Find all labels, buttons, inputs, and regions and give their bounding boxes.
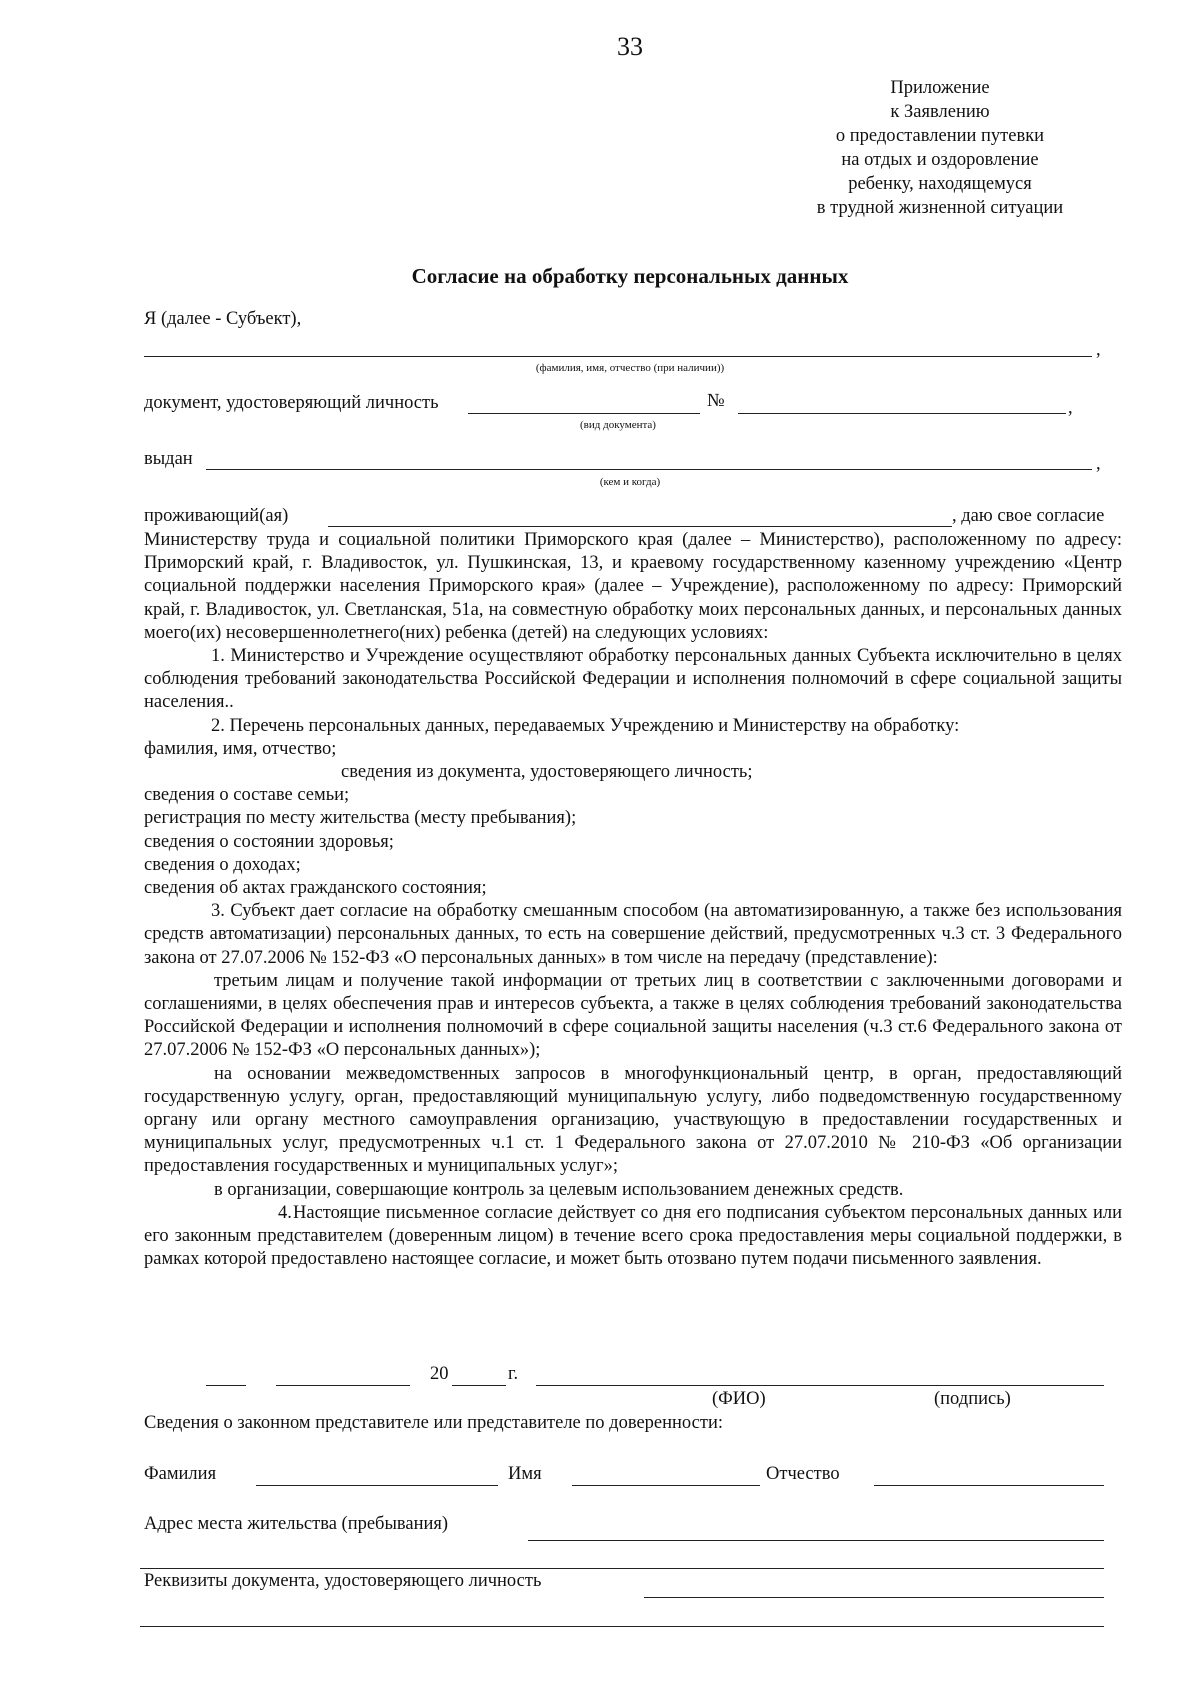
paragraph-1: 1. Министерство и Учреждение осуществляют обработку персональных данных Субъекта исключительно в целях соблюдения требований законодательства Российской Федерации и исполнения полномочий в сфере социальной защиты населения..	[144, 646, 1122, 713]
patronymic-field-line[interactable]	[874, 1485, 1104, 1486]
fio-signature-line[interactable]	[536, 1385, 1104, 1386]
document-title: Согласие на обработку персональных данных	[411, 264, 849, 288]
date-month-line[interactable]	[276, 1385, 410, 1386]
appendix-line: к Заявлению	[890, 102, 990, 122]
fio-label: (ФИО)	[712, 1389, 766, 1409]
document-type-line[interactable]	[468, 413, 700, 414]
address-field-line-2[interactable]	[140, 1568, 1104, 1569]
document-label: документ, удостоверяющий личность	[144, 393, 439, 413]
doc-type-caption: (вид документа)	[580, 419, 656, 431]
paragraph-4-text: Настоящие письменное согласие действует со дня его подписания субъектом персональных данных или его законным представителем (доверенным лицом) в течение всего срока предоставления меры социальной поддержки, в рамках которой предоставлено настоящее согласие, и может быть отозвано путем подачи письменного заявления.	[144, 1202, 1122, 1270]
signature-label: (подпись)	[934, 1389, 1011, 1409]
appendix-line: в трудной жизненной ситуации	[816, 198, 1064, 218]
paragraph-4-number: 4.	[278, 1202, 292, 1223]
id-document-label: Реквизиты документа, удостоверяющего личность	[144, 1571, 542, 1591]
id-document-field-line-2[interactable]	[140, 1626, 1104, 1627]
list-item: сведения о доходах;	[144, 854, 301, 875]
list-item: сведения о составе семьи;	[144, 785, 350, 806]
fio-caption: (фамилия, имя, отчество (при наличии))	[535, 362, 725, 374]
appendix-line: о предоставлении путевки	[835, 126, 1045, 146]
address-label: Адрес места жительства (пребывания)	[144, 1514, 449, 1534]
date-year-line[interactable]	[452, 1385, 506, 1386]
name-label: Имя	[508, 1464, 542, 1484]
address-field-line[interactable]	[528, 1540, 1104, 1541]
name-field-line[interactable]	[572, 1485, 760, 1486]
residing-field-line[interactable]	[328, 526, 952, 527]
fio-field-line[interactable]	[144, 356, 1092, 357]
paragraph-2: 2. Перечень персональных данных, передаваемых Учреждению и Министерству на обработку:	[211, 715, 960, 736]
date-year-suffix: г.	[508, 1364, 519, 1384]
issued-comma: ,	[1096, 454, 1101, 474]
surname-field-line[interactable]	[256, 1485, 498, 1486]
paragraph-3c: в организации, совершающие контроль за целевым использованием денежных средств.	[214, 1179, 904, 1200]
date-day-line[interactable]	[206, 1385, 246, 1386]
paragraph-3: 3. Субъект дает согласие на обработку смешанным способом (на автоматизированную, а также без использования средств автоматизации) персональных данных, то есть на совершение действий, предусмотренных ч.3 ст. 3 Федерального закона от 27.07.2006 № 152-ФЗ «О персональных данных» в том числе на передачу (представление):	[144, 901, 1122, 968]
issued-caption: (кем и когда)	[599, 476, 661, 488]
residing-label: проживающий(ая)	[144, 506, 289, 526]
appendix-line: ребенку, находящемуся	[848, 174, 1032, 194]
fio-comma: ,	[1096, 340, 1101, 360]
document-comma: ,	[1068, 398, 1073, 418]
patronymic-label: Отчество	[766, 1464, 840, 1484]
page-number: 33	[617, 32, 643, 61]
consent-tail: , даю свое согласие	[952, 506, 1105, 526]
document-number-line[interactable]	[738, 413, 1066, 414]
date-year-prefix: 20	[430, 1364, 449, 1384]
list-item: сведения о состоянии здоровья;	[144, 831, 394, 852]
appendix-line: Приложение	[890, 78, 990, 98]
list-item: регистрация по месту жительства (месту пребывания);	[144, 808, 577, 829]
list-item: фамилия, имя, отчество;	[144, 738, 337, 759]
paragraph-4	[144, 1202, 1122, 1272]
appendix-note	[760, 76, 1120, 220]
list-item: сведения об актах гражданского состояния;	[144, 878, 487, 899]
paragraph-3b: на основании межведомственных запросов в многофункциональный центр, в орган, предоставляющий государственную услугу, орган, предоставляющий муниципальную услугу, либо подведомственную государственному органу или органу местного самоуправления организацию, участвующую в предоставлении государственных и муниципальных услуг, предусмотренных ч.1 ст. 1 Федерального закона от 27.07.2010 № 210-ФЗ «Об организации предоставления государственных и муниципальных услуг»;	[144, 1063, 1122, 1177]
consent-body	[144, 529, 1122, 1272]
surname-label: Фамилия	[144, 1464, 217, 1484]
paragraph-3a: третьим лицам и получение такой информации от третьих лиц в соответствии с заключенными договорами и соглашениями, в целях обеспечения прав и интересов субъекта, а также в целях соблюдения требований законодательства Российской Федерации и исполнения полномочий в сфере социальной защиты населения (ч.3 ст.6 Федерального закона от 27.07.2006 № 152-ФЗ «О персональных данных»);	[144, 970, 1122, 1061]
issued-field-line[interactable]	[206, 469, 1092, 470]
intro-paragraph: Министерству труда и социальной политики Приморского края (далее – Министерство), расположенному по адресу: Приморский край, г. Владивосток, ул. Пушкинская, 13, и краевому государственному казенному учреждению «Центр социальной поддержки населения Приморского края» (далее – Учреждение), расположенному по адресу: Приморский край, г. Владивосток, ул. Светланская, 51а, на совместную обработку моих персональных данных, и персональных данных моего(их) несовершеннолетнего(них) ребенка (детей) на следующих условиях:	[144, 530, 1122, 643]
list-item: сведения из документа, удостоверяющего личность;	[341, 762, 753, 783]
issued-label: выдан	[144, 449, 193, 469]
representative-heading: Сведения о законном представителе или представителе по доверенности:	[144, 1413, 723, 1433]
subject-intro: Я (далее - Субъект),	[144, 309, 302, 329]
id-document-field-line[interactable]	[644, 1597, 1104, 1598]
appendix-line: на отдых и оздоровление	[841, 150, 1039, 170]
number-sign: №	[707, 391, 725, 411]
